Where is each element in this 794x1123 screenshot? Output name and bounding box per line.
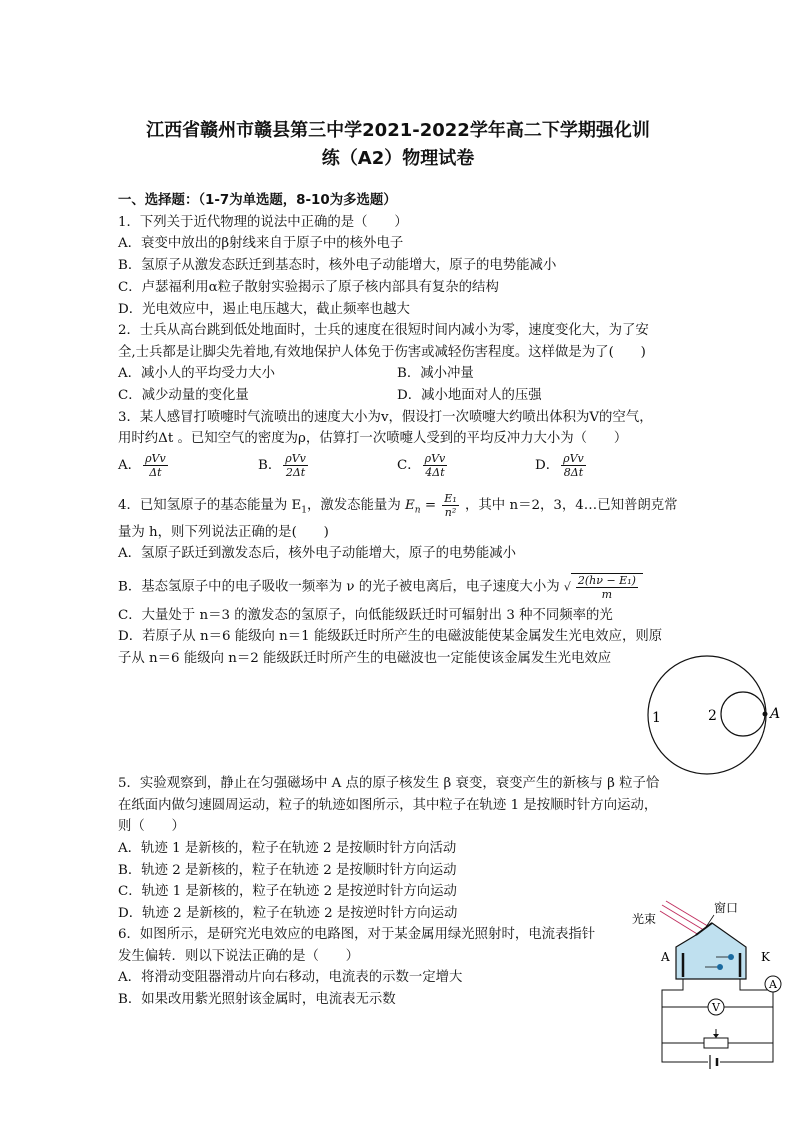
q6-stem-line-2: 发生偏转．则以下说法正确的是（ ） [118, 949, 360, 964]
photoelectric-circuit-figure [628, 895, 790, 1073]
section-heading: 一、选择题：（1-7为单选题，8-10为多选题） [118, 193, 397, 208]
q2-option-a: A．减小人的平均受力大小 [118, 366, 275, 381]
q1-stem: 1．下列关于近代物理的说法中正确的是（ ） [118, 215, 408, 230]
q6-option-b: B．如果改用紫光照射该金属时，电流表无示数 [118, 992, 396, 1007]
q2-option-d: D．减小地面对人的压强 [397, 388, 542, 403]
q3-d-numerator: ρVv [563, 452, 584, 465]
q1-option-a: A．衰变中放出的β射线来自于原子中的核外电子 [118, 236, 404, 251]
light-beam-label: 光束 [632, 912, 657, 926]
q4-stem-line-1: 4．已知氢原子的基态能量为 $E_1$，激发态能量为 $E_n$ = $\frac{\text{E₁}}{\text{n²}}$ ，其中 n＝2，3，4…已知普朗克常 [118, 492, 678, 519]
q1-option-d: D．光电效应中，遏止电压越大，截止频率也越大 [118, 302, 410, 317]
q5-stem-line-1: 5．实验观察到，静止在匀强磁场中 A 点的原子核发生 β 衰变，衰变产生的新核与 β 粒子恰 [118, 776, 660, 791]
q3-a-numerator: ρVv [145, 452, 166, 465]
anode-label: A [661, 950, 670, 964]
window-label: 窗口 [714, 901, 739, 915]
q3-stem-line-2: 用时约Δt 。已知空气的密度为ρ，估算打一次喷嚏人受到的平均反冲力大小为（ ） [118, 431, 628, 446]
slider-arrow-icon [713, 1034, 719, 1038]
q4-b-sqrt: √ $\frac{\text{2(hν − E₁)}}{m}$ [564, 573, 643, 601]
q4-stem-line-2: 量为 h，则下列说法正确的是( ) [118, 525, 329, 540]
q3-c-denominator: 4Δt [425, 466, 445, 479]
trajectory-figure [640, 650, 790, 785]
title-line-1: 江西省赣州市赣县第三中学2021-2022学年高二下学期强化训 [146, 120, 650, 141]
trajectory-1-circle [648, 656, 766, 774]
q2-option-b: B．减小冲量 [397, 366, 474, 381]
q2-option-c: C．减少动量的变化量 [118, 388, 249, 403]
phototube-body [676, 923, 746, 979]
q5-stem-line-2: 在纸面内做匀速圆周运动，粒子的轨迹如图所示，其中粒子在轨迹 1 是按顺时针方向运动， [118, 798, 658, 813]
point-a-dot [763, 712, 768, 717]
q6-option-a: A．将滑动变阻器滑动片向右移动，电流表的示数一定增大 [118, 970, 463, 985]
voltmeter-label: V [712, 1001, 720, 1014]
q6-stem-line-1: 6．如图所示，是研究光电效应的电路图，对于某金属用绿光照射时，电流表指针 [118, 927, 596, 942]
q4-formula: $E_n$ = $\frac{\text{E₁}}{\text{n²}}$ [404, 492, 457, 519]
q5-option-c: C．轨迹 1 是新核的，粒子在轨迹 2 是按逆时针方向运动 [118, 884, 457, 899]
q5-option-b: B．轨迹 2 是新核的，粒子在轨迹 2 是按顺时针方向运动 [118, 863, 457, 878]
trajectory-2-label: 2 [708, 708, 717, 724]
q3-b-denominator: 2Δt [285, 466, 306, 479]
ammeter-label: A [769, 978, 777, 991]
q3-b-numerator: ρVv [285, 452, 306, 465]
trajectory-1-label: 1 [652, 710, 661, 726]
q5-option-d: D．轨迹 2 是新核的，粒子在轨迹 2 是按逆时针方向运动 [118, 906, 458, 921]
q3-option-a: A． $\frac{\text{ρVv}}{\Delta t}$ [118, 452, 166, 479]
q4-option-b: B．基态氢原子中的电子吸收一频率为 ν 的光子被电离后，电子速度大小为 √ $\frac{\text{2(hν − E₁)}}{m}$ [118, 573, 643, 601]
q5-stem-line-3: 则（ ） [118, 819, 185, 834]
q3-c-numerator: ρVv [424, 452, 446, 465]
rheostat-icon [704, 1038, 728, 1048]
q4-option-d-line-2: 子从 n＝6 能级向 n＝2 能级跃迁时所产生的电磁波也一定能使该金属发生光电效应 [118, 651, 612, 666]
q5-option-a: A．轨迹 1 是新核的，粒子在轨迹 2 是按顺时针方向活动 [118, 841, 457, 856]
point-a-label: A [770, 706, 781, 722]
trajectory-2-circle [721, 692, 765, 736]
q4-option-a: A．氢原子跃迁到激发态后，核外电子动能增大，原子的电势能减小 [118, 546, 516, 561]
q2-stem-line-2: 全,士兵都是让脚尖先着地,有效地保护人体免于伤害或减轻伤害程度。这样做是为了( ) [118, 345, 646, 360]
q4-option-c: C．大量处于 n＝3 的激发态的氢原子，向低能级跃迁时可辐射出 3 种不同频率的光 [118, 608, 613, 623]
q3-option-b: B． $\frac{\text{ρVv}}{2\Delta t}$ [258, 452, 306, 479]
wire-left [662, 979, 708, 1062]
q3-d-denominator: 8Δt [563, 466, 584, 479]
title-line-2: 练（A2）物理试卷 [321, 148, 475, 169]
q3-option-c: C． $\frac{\text{ρVv}}{4\Delta t}$ [397, 452, 446, 479]
wire-right [720, 979, 773, 1062]
electron-1 [728, 954, 734, 960]
q4-option-d-line-1: D．若原子从 n＝6 能级向 n＝1 能级跃迁时所产生的电磁波能使某金属发生光电效应，则原 [118, 629, 663, 644]
q3-a-denominator: Δt [149, 466, 162, 479]
q3-option-d: D． $\frac{\text{ρVv}}{8\Delta t}$ [535, 452, 584, 479]
q3-stem-line-1: 3．某人感冒打喷嚏时气流喷出的速度大小为v，假设打一次喷嚏大约喷出体积为V的空气， [118, 410, 653, 425]
q1-option-b: B．氢原子从激发态跃迁到基态时，核外电子动能增大，原子的电势能减小 [118, 258, 557, 273]
electron-2 [717, 964, 723, 970]
q2-stem-line-1: 2．士兵从高台跳到低处地面时，士兵的速度在很短时间内减小为零，速度变化大，为了安 [118, 323, 649, 338]
cathode-label: K [761, 950, 770, 964]
q1-option-c: C．卢瑟福利用α粒子散射实验揭示了原子核内部具有复杂的结构 [118, 280, 499, 295]
